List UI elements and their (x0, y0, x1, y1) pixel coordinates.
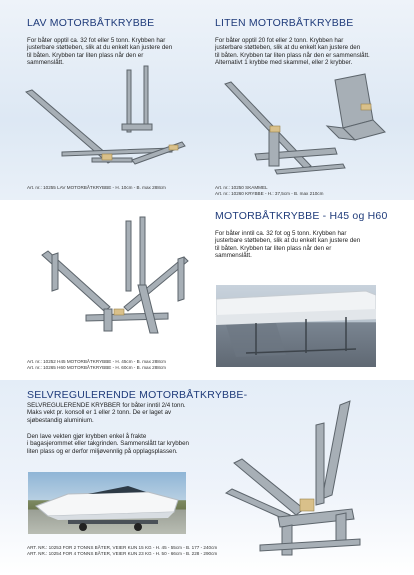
boatyard-photo (216, 285, 376, 367)
h45-title: MOTORBÅTKRYBBE - H45 og H60 (215, 210, 388, 222)
lav-line: sammenslått. (27, 58, 64, 66)
art-line: Art. nr.: 10252 H45 MOTORBÅTKRYBBE - H. 45cm - B. max 288cm (27, 359, 166, 364)
h45-cradle-illustration (28, 215, 208, 355)
h45-line: til båten. Krybben tar liten plass når den er (215, 244, 332, 252)
liten-title: LITEN MOTORBÅTKRYBBE (215, 17, 354, 29)
liten-article-numbers (215, 185, 323, 196)
art-line: ART. NR.: 10254 FOR 4 TONNS BÅTER, VEIER KUN 23 KG - H. 50 - 66cm - B. 228 - 290cm (27, 550, 218, 556)
selv-article-numbers (27, 545, 217, 556)
selv-line: Den lave vekten gjør krybben enkel å frakte (27, 433, 147, 440)
lav-line: justerbare støtteben, slik at du enkelt kan justere den (27, 44, 173, 52)
h45-article-numbers (27, 359, 166, 370)
lav-cradle-illustration (22, 62, 212, 180)
h45-description (215, 230, 407, 259)
selv-line: sjøbestandig aluminium. (27, 416, 94, 424)
liten-line: justerbare støtteben, slik at du enkelt kan justere den (215, 44, 361, 52)
lav-line: For båter opptil ca. 32 fot eller 5 tonn. Krybben har (27, 37, 166, 44)
selv-description (27, 402, 227, 424)
selv-title: SELVREGULERENDE MOTORBÅTKRYBBE- (27, 389, 248, 401)
liten-line: For båter opptil 20 fot eller 2 tonn. Krybben har (215, 37, 344, 44)
lav-line: til båten. Krybben tar liten plass når den er (27, 51, 144, 59)
art-line: Art. nr.: 10265 H60 MOTORBÅTKRYBBE - H. 60cm - B. max 288cm (27, 364, 166, 370)
liten-line: til båten. Krybben tar liten plass når den er sammenslått. (215, 51, 370, 59)
selv-line: SELVREGULERENDE KRYBBER for båter inntil 2/4 tonn. (27, 402, 186, 409)
lav-article-numbers (27, 185, 166, 191)
selv-line: i bagasjerommet eller takgrinden. Sammenslått tar krybben (27, 440, 189, 448)
selv-line: liten plass og er derfor miljøvennlig på opplagsplassen. (27, 447, 178, 455)
h45-line: For båter inntil ca. 32 fot og 5 tonn. Krybben har (215, 230, 347, 237)
selv-description-2 (27, 433, 227, 455)
lav-title: LAV MOTORBÅTKRYBBE (27, 17, 155, 29)
speedboat-photo (28, 472, 186, 534)
liten-cradle-illustration (215, 70, 395, 182)
h45-line: sammenslått. (215, 251, 252, 259)
selv-cradle-illustration (220, 395, 390, 560)
art-line: Art. nr.: 10255 LAV MOTORBÅTKRYBBE - H. 10cm - B. max 288cm (27, 185, 166, 190)
liten-description (215, 37, 405, 66)
selv-line: Maks vekt pr. konsoll er 1 eller 2 tonn. De er laget av (27, 409, 172, 417)
art-line: ART. NR.: 10253 FOR 2 TONNS BÅTER, VEIER KUN 15 KG - H. 45 - 55cm - B. 177 - 240cm (27, 545, 218, 550)
liten-line: Alternativt 1 krybbe med skammel, eller 2 krybber. (215, 58, 353, 66)
art-line: Art. nr.: 10260 KRYBBE - H.: 37,5cm - B. max 210cm (215, 190, 324, 196)
h45-line: justerbare støtteben, slik at du enkelt kan justere den (215, 237, 361, 245)
art-line: Art. nr.: 10250 SKAMMEL (215, 185, 268, 190)
